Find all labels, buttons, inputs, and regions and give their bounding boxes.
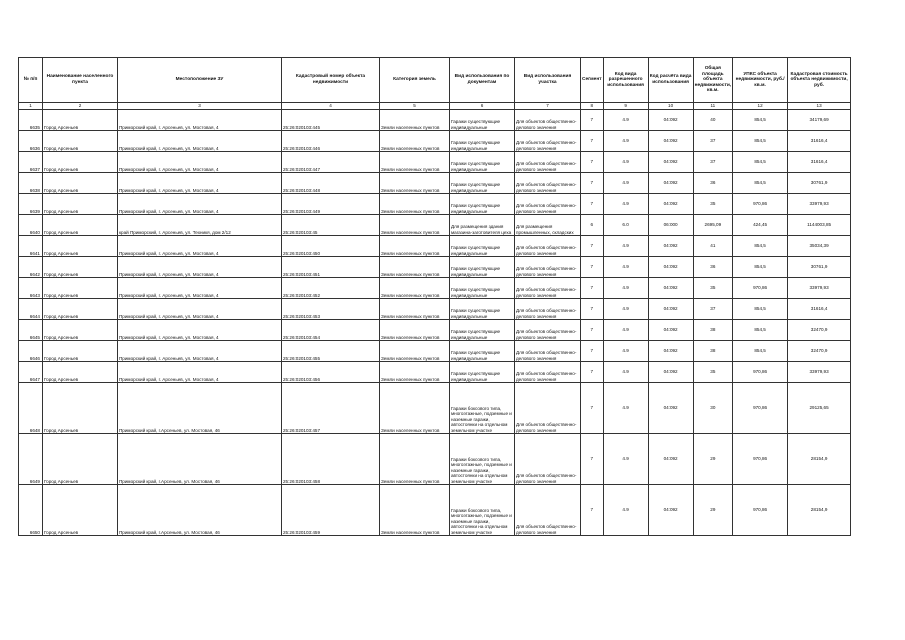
- cadastral-value: 31616,4: [788, 152, 851, 173]
- segment: 7: [581, 131, 604, 152]
- calc-code: 04:092: [648, 278, 693, 299]
- total-area: 29: [693, 485, 733, 536]
- column-number: 10: [648, 103, 693, 110]
- use-code: 4.9: [603, 236, 648, 257]
- total-area: 36: [693, 173, 733, 194]
- cadastral-number: 25:26:020103:445: [282, 110, 380, 131]
- land-use: Для объектов общественно-делового значения: [515, 173, 581, 194]
- calc-code: 04:092: [648, 110, 693, 131]
- use-by-documents: Гаражи боксового типа, многоэтажные, подземные и наземные гаражи, автостоянки на отдельном земельном участке: [450, 434, 515, 485]
- land-use: Для объектов общественно-делового значения: [515, 194, 581, 215]
- use-by-documents: Гаражи существующие индивидуальные: [450, 299, 515, 320]
- land-category: Земли населенных пунктов: [380, 434, 450, 485]
- segment: 6: [581, 215, 604, 236]
- settlement-name: Город Арсеньев: [43, 299, 118, 320]
- table-row: [19, 152, 851, 173]
- use-by-documents: Гаражи существующие индивидуальные: [450, 320, 515, 341]
- calc-code: 04:092: [648, 485, 693, 536]
- header-cell: Кадастровый номер объекта недвижимости: [282, 58, 380, 103]
- settlement-name: Город Арсеньев: [43, 434, 118, 485]
- calc-code: 04:092: [648, 257, 693, 278]
- row-number: 6636: [19, 131, 43, 152]
- cadastral-number: 25:26:020103:455: [282, 341, 380, 362]
- settlement-name: Город Арсеньев: [43, 383, 118, 434]
- land-category: Земли населенных пунктов: [380, 131, 450, 152]
- cadastral-number: 25:26:020103:45: [282, 215, 380, 236]
- total-area: 38: [693, 341, 733, 362]
- land-use: Для объектов общественно-делового значения: [515, 383, 581, 434]
- calc-code: 04:092: [648, 383, 693, 434]
- use-by-documents: Гаражи существующие индивидуальные: [450, 194, 515, 215]
- land-location: Приморский край, г. Арсеньев, ул. Мостовая, 4: [118, 341, 282, 362]
- total-area: 35: [693, 194, 733, 215]
- use-code: 4.9: [603, 320, 648, 341]
- column-number: 9: [603, 103, 648, 110]
- cadastral-value: 33979,93: [788, 194, 851, 215]
- land-location: Приморский край, г. Арсеньев, ул. Мостовая, 4: [118, 278, 282, 299]
- row-number: 6635: [19, 110, 43, 131]
- use-by-documents: Гаражи существующие индивидуальные: [450, 236, 515, 257]
- land-category: Земли населенных пунктов: [380, 152, 450, 173]
- upks-value: 854,5: [733, 110, 788, 131]
- use-code: 4.9: [603, 131, 648, 152]
- segment: 7: [581, 485, 604, 536]
- segment: 7: [581, 362, 604, 383]
- column-number: 7: [515, 103, 581, 110]
- upks-value: 970,86: [733, 194, 788, 215]
- use-code: 4.9: [603, 383, 648, 434]
- segment: 7: [581, 299, 604, 320]
- upks-value: 970,86: [733, 383, 788, 434]
- header-cell: Код вида разрешенного использования: [603, 58, 648, 103]
- segment: 7: [581, 173, 604, 194]
- row-number: 6650: [19, 485, 43, 536]
- table-row: [19, 110, 851, 131]
- land-location: край Приморский, г. Арсеньев, ул. Техникя, дом 2/12: [118, 215, 282, 236]
- upks-value: 854,5: [733, 152, 788, 173]
- cadastral-number: 25:26:020103:451: [282, 257, 380, 278]
- land-category: Земли населенных пунктов: [380, 485, 450, 536]
- cadastral-value: 32470,9: [788, 320, 851, 341]
- cadastral-value: 32470,9: [788, 341, 851, 362]
- use-code: 4.9: [603, 278, 648, 299]
- row-number: 6638: [19, 173, 43, 194]
- land-category: Земли населенных пунктов: [380, 320, 450, 341]
- header-cell: Наименование населенного пункта: [43, 58, 118, 103]
- calc-code: 04:092: [648, 194, 693, 215]
- header-cell: УПКС объекта недвижимости, руб./кв.м.: [733, 58, 788, 103]
- settlement-name: Город Арсеньев: [43, 152, 118, 173]
- total-area: 36: [693, 257, 733, 278]
- table-row: [19, 131, 851, 152]
- segment: 7: [581, 236, 604, 257]
- segment: 7: [581, 278, 604, 299]
- cadastral-number: 25:26:020103:453: [282, 299, 380, 320]
- total-area: 37: [693, 131, 733, 152]
- calc-code: 04:092: [648, 341, 693, 362]
- upks-value: 854,5: [733, 299, 788, 320]
- use-by-documents: Гаражи боксового типа, многоэтажные, подземные и наземные гаражи, автостоянки на отдельном земельном участке: [450, 383, 515, 434]
- row-number: 6640: [19, 215, 43, 236]
- land-use: Для объектов общественно-делового значения: [515, 299, 581, 320]
- land-location: Приморский край, г. Арсеньев, ул. Мостовая, 4: [118, 131, 282, 152]
- row-number: 6642: [19, 257, 43, 278]
- use-code: 4.9: [603, 299, 648, 320]
- calc-code: 04:092: [648, 236, 693, 257]
- land-category: Земли населенных пунктов: [380, 194, 450, 215]
- header-row: [19, 58, 851, 103]
- total-area: 29: [693, 434, 733, 485]
- cadastral-value: 31616,4: [788, 299, 851, 320]
- segment: 7: [581, 152, 604, 173]
- cadastral-value: 29125,65: [788, 383, 851, 434]
- row-number: 6643: [19, 278, 43, 299]
- land-use: Для объектов общественно-делового значения: [515, 131, 581, 152]
- header-cell: Кадастровая стоимость объекта недвижимости, руб.: [788, 58, 851, 103]
- settlement-name: Город Арсеньев: [43, 257, 118, 278]
- use-by-documents: Гаражи существующие индивидуальные: [450, 362, 515, 383]
- row-number: 6645: [19, 320, 43, 341]
- cadastral-number: 25:26:020103:447: [282, 152, 380, 173]
- cadastral-number: 25:26:020103:456: [282, 362, 380, 383]
- calc-code: 04:092: [648, 152, 693, 173]
- settlement-name: Город Арсеньев: [43, 236, 118, 257]
- land-location: Приморский край, г. Арсеньев, ул. Мостовая, 4: [118, 194, 282, 215]
- cadastral-number: 25:26:020103:459: [282, 485, 380, 536]
- table-row: [19, 320, 851, 341]
- land-category: Земли населенных пунктов: [380, 215, 450, 236]
- cadastral-value: 28154,9: [788, 434, 851, 485]
- segment: 7: [581, 434, 604, 485]
- cadastral-value: 35034,39: [788, 236, 851, 257]
- land-location: Приморский край, г.Арсеньев, ул. Мостовая, 46: [118, 383, 282, 434]
- total-area: 30: [693, 383, 733, 434]
- cadastral-number: 25:26:020103:454: [282, 320, 380, 341]
- row-number: 6637: [19, 152, 43, 173]
- cadastral-value: 30761,9: [788, 173, 851, 194]
- land-location: Приморский край, г. Арсеньев, ул. Мостовая, 4: [118, 362, 282, 383]
- upks-value: 854,5: [733, 236, 788, 257]
- use-code: 4.9: [603, 485, 648, 536]
- table-row: [19, 194, 851, 215]
- table-row: [19, 173, 851, 194]
- land-use: Для объектов общественно-делового значения: [515, 110, 581, 131]
- header-cell: Местоположение ЗУ: [118, 58, 282, 103]
- calc-code: 04:092: [648, 362, 693, 383]
- land-use: Для объектов общественно-делового значения: [515, 236, 581, 257]
- cadastral-value: 28154,9: [788, 485, 851, 536]
- cadastral-number: 25:26:020103:450: [282, 236, 380, 257]
- land-category: Земли населенных пунктов: [380, 173, 450, 194]
- use-code: 4.9: [603, 257, 648, 278]
- segment: 7: [581, 320, 604, 341]
- upks-value: 970,86: [733, 485, 788, 536]
- column-number: 2: [43, 103, 118, 110]
- land-use: Для объектов общественно-делового значения: [515, 341, 581, 362]
- cadastral-value: 30761,9: [788, 257, 851, 278]
- use-code: 4.9: [603, 152, 648, 173]
- upks-value: 854,5: [733, 320, 788, 341]
- settlement-name: Город Арсеньев: [43, 278, 118, 299]
- settlement-name: Город Арсеньев: [43, 173, 118, 194]
- settlement-name: Город Арсеньев: [43, 131, 118, 152]
- land-location: Приморский край, г.Арсеньев, ул. Мостовая, 46: [118, 485, 282, 536]
- use-code: 4.9: [603, 341, 648, 362]
- land-use: Для объектов общественно-делового значения: [515, 278, 581, 299]
- upks-value: 970,86: [733, 434, 788, 485]
- cadastral-value: 33979,93: [788, 278, 851, 299]
- use-code: 4.9: [603, 110, 648, 131]
- land-category: Земли населенных пунктов: [380, 110, 450, 131]
- row-number: 6649: [19, 434, 43, 485]
- land-use: Для объектов общественно-делового значения: [515, 485, 581, 536]
- table-row: [19, 341, 851, 362]
- table-row: [19, 236, 851, 257]
- header-cell: № п/п: [19, 58, 43, 103]
- settlement-name: Город Арсеньев: [43, 215, 118, 236]
- header-cell: Вид использования участка: [515, 58, 581, 103]
- upks-value: 854,5: [733, 173, 788, 194]
- column-number: 8: [581, 103, 604, 110]
- column-number: 13: [788, 103, 851, 110]
- segment: 7: [581, 194, 604, 215]
- upks-value: 424,45: [733, 215, 788, 236]
- column-number-row: [19, 103, 851, 110]
- column-number: 6: [450, 103, 515, 110]
- upks-value: 970,86: [733, 278, 788, 299]
- segment: 7: [581, 341, 604, 362]
- upks-value: 854,5: [733, 131, 788, 152]
- total-area: 41: [693, 236, 733, 257]
- calc-code: 04:092: [648, 173, 693, 194]
- cadastral-number: 25:26:020103:458: [282, 434, 380, 485]
- settlement-name: Город Арсеньев: [43, 362, 118, 383]
- land-location: Приморский край, г. Арсеньев, ул. Мостовая, 4: [118, 173, 282, 194]
- use-by-documents: Гаражи существующие индивидуальные: [450, 341, 515, 362]
- column-number: 4: [282, 103, 380, 110]
- cadastral-value: 33979,93: [788, 362, 851, 383]
- cadastral-number: 25:26:020103:452: [282, 278, 380, 299]
- cadastral-value-table: [18, 57, 851, 536]
- table-row: [19, 215, 851, 236]
- use-by-documents: Для размещения здания магазина-заготовителя цеха: [450, 215, 515, 236]
- total-area: 35: [693, 362, 733, 383]
- settlement-name: Город Арсеньев: [43, 485, 118, 536]
- column-number: 5: [380, 103, 450, 110]
- cadastral-number: 25:26:020103:457: [282, 383, 380, 434]
- header-cell: Категория земель: [380, 58, 450, 103]
- calc-code: 04:092: [648, 320, 693, 341]
- land-use: Для объектов общественно-делового значения: [515, 320, 581, 341]
- land-category: Земли населенных пунктов: [380, 257, 450, 278]
- calc-code: 04:092: [648, 434, 693, 485]
- land-category: Земли населенных пунктов: [380, 383, 450, 434]
- land-category: Земли населенных пунктов: [380, 278, 450, 299]
- cadastral-number: 25:26:020103:449: [282, 194, 380, 215]
- land-location: Приморский край, г. Арсеньев, ул. Мостовая, 4: [118, 320, 282, 341]
- header-cell: Сегмент: [581, 58, 604, 103]
- calc-code: 06:000: [648, 215, 693, 236]
- settlement-name: Город Арсеньев: [43, 341, 118, 362]
- upks-value: 854,5: [733, 341, 788, 362]
- column-number: 11: [693, 103, 733, 110]
- row-number: 6644: [19, 299, 43, 320]
- calc-code: 04:092: [648, 131, 693, 152]
- land-location: Приморский край, г. Арсеньев, ул. Мостовая, 4: [118, 299, 282, 320]
- total-area: 35: [693, 278, 733, 299]
- column-number: 1: [19, 103, 43, 110]
- row-number: 6646: [19, 341, 43, 362]
- land-category: Земли населенных пунктов: [380, 299, 450, 320]
- use-code: 4.9: [603, 194, 648, 215]
- segment: 7: [581, 383, 604, 434]
- table-row: [19, 278, 851, 299]
- header-cell: Код расчёта вида использования: [648, 58, 693, 103]
- row-number: 6648: [19, 383, 43, 434]
- use-by-documents: Гаражи существующие индивидуальные: [450, 278, 515, 299]
- land-category: Земли населенных пунктов: [380, 236, 450, 257]
- land-location: Приморский край, г. Арсеньев, ул. Мостовая, 4: [118, 152, 282, 173]
- column-number: 12: [733, 103, 788, 110]
- land-category: Земли населенных пунктов: [380, 341, 450, 362]
- header-cell: Общая площадь объекта недвижимости, кв.м.: [693, 58, 733, 103]
- land-use: Для объектов общественно-делового значения: [515, 257, 581, 278]
- land-category: Земли населенных пунктов: [380, 362, 450, 383]
- land-location: Приморский край, г. Арсеньев, ул. Мостовая, 4: [118, 236, 282, 257]
- row-number: 6647: [19, 362, 43, 383]
- row-number: 6639: [19, 194, 43, 215]
- land-location: Приморский край, г. Арсеньев, ул. Мостовая, 4: [118, 257, 282, 278]
- use-code: 4.9: [603, 434, 648, 485]
- use-by-documents: Гаражи боксового типа, многоэтажные, подземные и наземные гаражи, автостоянки на отдельном земельном участке: [450, 485, 515, 536]
- settlement-name: Город Арсеньев: [43, 194, 118, 215]
- use-by-documents: Гаражи существующие индивидуальные: [450, 152, 515, 173]
- cadastral-value: 31616,4: [788, 131, 851, 152]
- use-by-documents: Гаражи существующие индивидуальные: [450, 257, 515, 278]
- total-area: 37: [693, 299, 733, 320]
- settlement-name: Город Арсеньев: [43, 320, 118, 341]
- use-code: 4.9: [603, 362, 648, 383]
- total-area: 38: [693, 320, 733, 341]
- land-location: Приморский край, г.Арсеньев, ул. Мостовая, 46: [118, 434, 282, 485]
- land-use: Для объектов общественно-делового значения: [515, 362, 581, 383]
- land-location: Приморский край, г. Арсеньев, ул. Мостовая, 4: [118, 110, 282, 131]
- cadastral-number: 25:26:020103:448: [282, 173, 380, 194]
- land-use: Для объектов общественно-делового значения: [515, 434, 581, 485]
- use-by-documents: Гаражи существующие индивидуальные: [450, 131, 515, 152]
- calc-code: 04:092: [648, 299, 693, 320]
- settlement-name: Город Арсеньев: [43, 110, 118, 131]
- upks-value: 854,5: [733, 257, 788, 278]
- cadastral-value: 34179,69: [788, 110, 851, 131]
- upks-value: 970,86: [733, 362, 788, 383]
- table-row: [19, 383, 851, 434]
- use-by-documents: Гаражи существующие индивидуальные: [450, 110, 515, 131]
- land-use: Для объектов общественно-делового значения: [515, 152, 581, 173]
- use-code: 6.0: [603, 215, 648, 236]
- table-row: [19, 434, 851, 485]
- total-area: 37: [693, 152, 733, 173]
- table-row: [19, 362, 851, 383]
- row-number: 6641: [19, 236, 43, 257]
- cadastral-value: 1144003,85: [788, 215, 851, 236]
- land-use: Для размещения промышленных, складских: [515, 215, 581, 236]
- use-by-documents: Гаражи существующие индивидуальные: [450, 173, 515, 194]
- table-row: [19, 485, 851, 536]
- total-area: 40: [693, 110, 733, 131]
- total-area: 2695,09: [693, 215, 733, 236]
- cadastral-number: 25:26:020103:446: [282, 131, 380, 152]
- header-cell: Вид использования по документам: [450, 58, 515, 103]
- use-code: 4.9: [603, 173, 648, 194]
- segment: 7: [581, 257, 604, 278]
- table-row: [19, 299, 851, 320]
- segment: 7: [581, 110, 604, 131]
- table-row: [19, 257, 851, 278]
- column-number: 3: [118, 103, 282, 110]
